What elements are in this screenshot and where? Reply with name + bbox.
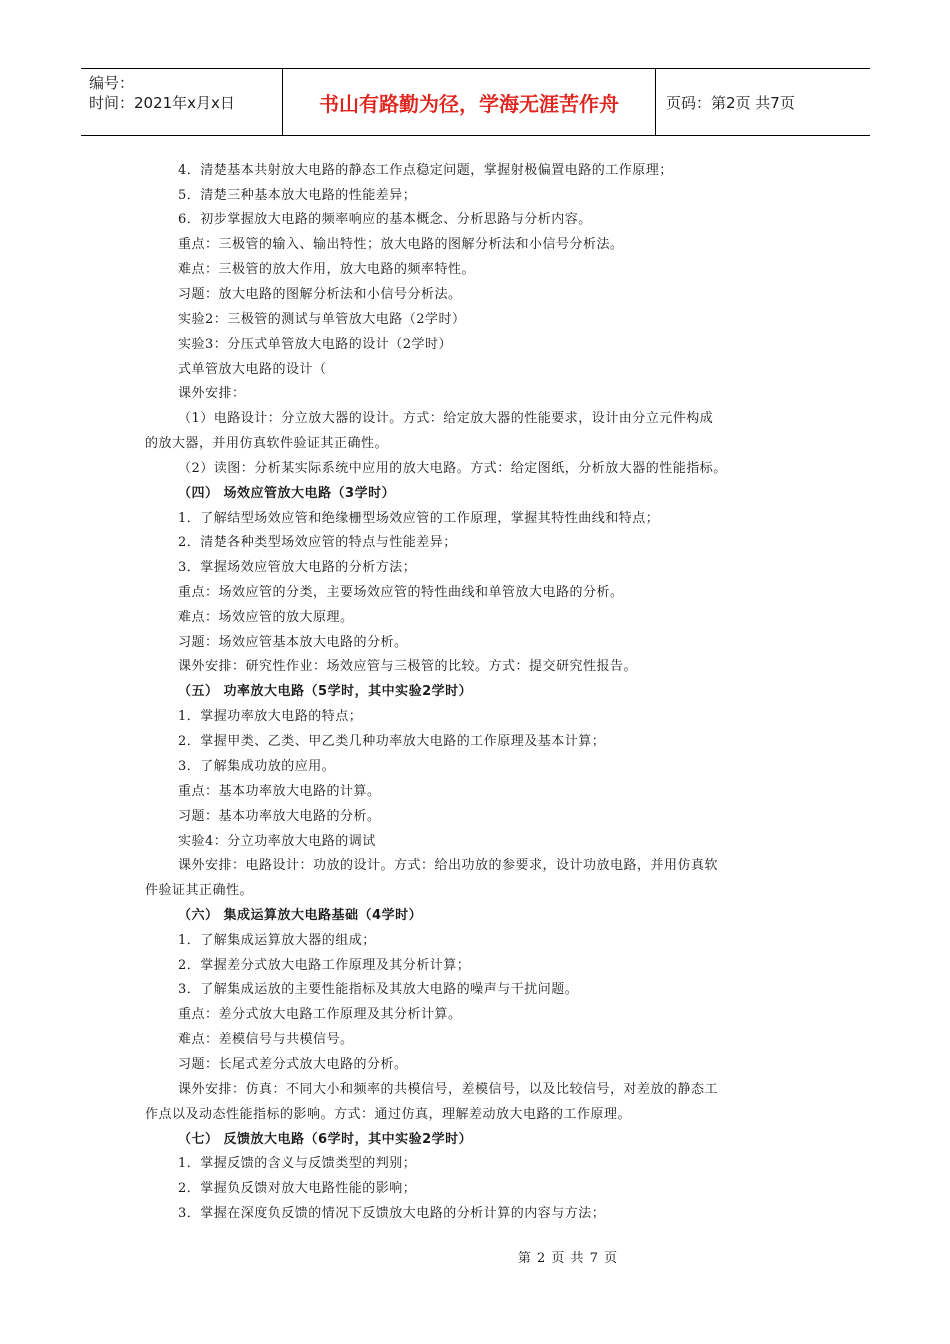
body-line: 实验4：分立功率放大电路的调试	[178, 834, 376, 849]
body-line: 课外安排：	[178, 386, 246, 401]
body-line: 难点：三极管的放大作用，放大电路的频率特性。	[178, 262, 476, 277]
body-line: 3．掌握场效应管放大电路的分析方法；	[178, 560, 417, 575]
body-line: （1）电路设计：分立放大器的设计。方式：给定放大器的性能要求，设计由分立元件构成	[178, 411, 714, 426]
body-line: 课外安排：电路设计：功放的设计。方式：给出功放的参要求，设计功放电路，并用仿真软	[178, 858, 719, 873]
body-line: 2．掌握甲类、乙类、甲乙类几种功率放大电路的工作原理及基本计算；	[178, 734, 606, 749]
section-heading: （五） 功率放大电路（5学时，其中实验2学时）	[178, 684, 473, 699]
header-page-cell	[656, 69, 870, 135]
section-heading: （四） 场效应管放大电路（3学时）	[178, 486, 396, 501]
body-line: 重点：基本功率放大电路的计算。	[178, 784, 381, 799]
body-line: 1．掌握功率放大电路的特点；	[178, 709, 363, 724]
body-line: 式单管放大电路的设计（	[178, 362, 327, 377]
body-line: 件验证其正确性。	[145, 883, 254, 898]
body-line: 3．掌握在深度负反馈的情况下反馈放大电路的分析计算的内容与方法；	[178, 1206, 606, 1221]
body-line: 习题：场效应管基本放大电路的分析。	[178, 635, 408, 650]
body-line: 习题：基本功率放大电路的分析。	[178, 809, 381, 824]
footer-page-number: 第 2 页 共 7 页	[517, 1251, 619, 1266]
body-line: 的放大器，并用仿真软件验证其正确性。	[145, 436, 389, 451]
body-line: 重点：场效应管的分类，主要场效应管的特性曲线和单管放大电路的分析。	[178, 585, 624, 600]
body-line: 难点：差模信号与共模信号。	[178, 1032, 354, 1047]
body-line: 重点：差分式放大电路工作原理及其分析计算。	[178, 1007, 462, 1022]
body-line: 1．了解集成运算放大器的组成；	[178, 933, 376, 948]
body-line: 难点：场效应管的放大原理。	[178, 610, 354, 625]
body-line: 3．了解集成功放的应用。	[178, 759, 336, 774]
header-motto-cell	[282, 69, 656, 135]
body-line: （2）读图：分析某实际系统中应用的放大电路。方式：给定图纸，分析放大器的性能指标。	[178, 461, 727, 476]
body-line: 作点以及动态性能指标的影响。方式：通过仿真，理解差动放大电路的工作原理。	[145, 1107, 632, 1122]
body-line: 2．掌握负反馈对放大电路性能的影响；	[178, 1181, 417, 1196]
page-footer	[0, 1247, 950, 1266]
time-label: 时间：2021年x月x日	[89, 94, 235, 112]
body-line: 习题：放大电路的图解分析法和小信号分析法。	[178, 287, 462, 302]
body-line: 1．了解结型场效应管和绝缘栅型场效应管的工作原理，掌握其特性曲线和特点；	[178, 511, 660, 526]
section-heading: （七） 反馈放大电路（6学时，其中实验2学时）	[178, 1132, 473, 1147]
body-line: 6．初步掌握放大电路的频率响应的基本概念、分析思路与分析内容。	[178, 212, 592, 227]
page-label: 页码：第2页 共7页	[666, 93, 795, 112]
document-header	[81, 68, 870, 136]
body-line: 2．清楚各种类型场效应管的特点与性能差异；	[178, 535, 457, 550]
body-line: 实验2：三极管的测试与单管放大电路（2学时）	[178, 312, 466, 327]
header-left-cell	[81, 69, 282, 135]
body-line: 习题：长尾式差分式放大电路的分析。	[178, 1057, 408, 1072]
number-label: 编号：	[89, 74, 135, 92]
body-line: 实验3：分压式单管放大电路的设计（2学时）	[178, 337, 453, 352]
body-line: 2．掌握差分式放大电路工作原理及其分析计算；	[178, 958, 471, 973]
body-line: 课外安排：仿真：不同大小和频率的共模信号，差模信号，以及比较信号，对差放的静态工	[178, 1082, 719, 1097]
body-line: 1．掌握反馈的含义与反馈类型的判别；	[178, 1156, 417, 1171]
section-heading: （六） 集成运算放大电路基础（4学时）	[178, 908, 423, 923]
body-line: 5．清楚三种基本放大电路的性能差异；	[178, 188, 417, 203]
motto: 书山有路勤为径，学海无涯苦作舟	[319, 91, 619, 116]
body-line: 重点：三极管的输入、输出特性；放大电路的图解分析法和小信号分析法。	[178, 237, 624, 252]
body-line: 3．了解集成运放的主要性能指标及其放大电路的噪声与干扰问题。	[178, 982, 579, 997]
body-line: 4．清楚基本共射放大电路的静态工作点稳定问题，掌握射极偏置电路的工作原理；	[178, 163, 673, 178]
body-line: 课外安排：研究性作业：场效应管与三极管的比较。方式：提交研究性报告。	[178, 659, 638, 674]
